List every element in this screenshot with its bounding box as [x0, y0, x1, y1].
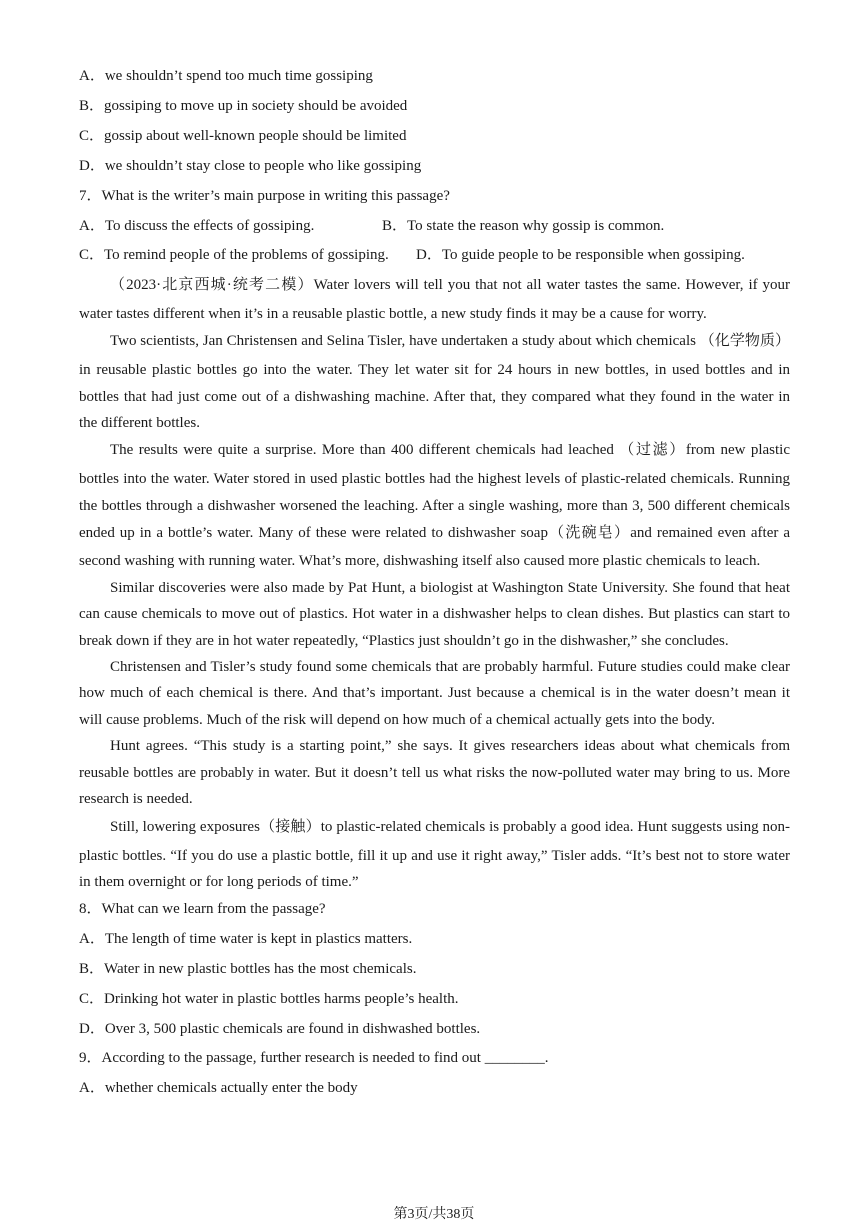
- passage-line: Still, lowering exposures（接触）to plastic-related chemicals is probably a good idea. Hunt suggests using non-: [110, 819, 790, 835]
- passage-line: The results were quite a surprise. More than 400 different chemicals had leached （过滤）from new plastic: [110, 442, 790, 458]
- passage-line: Hunt agrees. “This study is a starting point,” she says. It gives researchers ideas about what chemicals from: [110, 738, 790, 754]
- passage-line: in them overnight or for long periods of time.”: [79, 874, 359, 890]
- question-8-option-d: D．Over 3, 500 plastic chemicals are found in dishwashed bottles.: [79, 1021, 481, 1037]
- option-d: D．we shouldn’t stay close to people who like gossiping: [79, 158, 422, 174]
- question-7-option-b: B．To state the reason why gossip is common.: [382, 218, 665, 234]
- passage-line: ended up in a bottle’s water. Many of these were related to dishwasher soap（洗碗皂）and remained even after a: [79, 525, 790, 541]
- passage-line: research is needed.: [79, 791, 193, 807]
- question-7-option-d: D．To guide people to be responsible when gossiping.: [416, 247, 745, 263]
- option-a: A．we shouldn’t spend too much time gossiping: [79, 68, 373, 84]
- question-7-option-a: A．To discuss the effects of gossiping.: [79, 218, 315, 234]
- passage-line: the different bottles.: [79, 415, 200, 431]
- passage-line: will cause problems. Much of the risk will depend on how much of a chemical actually gets into the body.: [79, 712, 715, 728]
- passage-text: Water lovers will tell you that not all water tastes the same. However, if your: [313, 277, 790, 293]
- question-9-option-a: A．whether chemicals actually enter the body: [79, 1080, 358, 1096]
- question-9-stem: 9．According to the passage, further research is needed to find out ________.: [79, 1050, 549, 1066]
- question-7-stem: 7．What is the writer’s main purpose in writing this passage?: [79, 188, 450, 204]
- passage-line: second washing with running water. What’s more, dishwashing itself also caused more plastic chemicals to leach.: [79, 553, 761, 569]
- question-8-stem: 8．What can we learn from the passage?: [79, 901, 326, 917]
- passage-line: plastic bottles. “If you do use a plastic bottle, fill it up and use it right away,” Tisler adds. “It’s best not to store water: [79, 848, 790, 864]
- passage-line: reusable bottles are probably in water. But it doesn’t tell us what risks the now-polluted water may bring to us. More: [79, 765, 790, 781]
- page-number: 第3页/共38页: [393, 1207, 475, 1222]
- passage-line: water tastes different when it’s in a reusable plastic bottle, a new study finds it may be a cause for worry.: [79, 306, 707, 322]
- question-8-option-a: A．The length of time water is kept in plastics matters.: [79, 931, 413, 947]
- passage-line: Christensen and Tisler’s study found some chemicals that are probably harmful. Future studies could make clear: [110, 659, 790, 675]
- passage-line: how much of each chemical is there. And that’s important. Just because a chemical is in the water doesn’t mean it: [79, 685, 790, 701]
- passage-line: in reusable plastic bottles go into the water. They let water sit for 24 hours in new bottles, in used bottles and in: [79, 362, 790, 378]
- passage-line: Two scientists, Jan Christensen and Selina Tisler, have undertaken a study about which chemicals （化学物质）: [110, 333, 790, 349]
- question-8-option-b: B．Water in new plastic bottles has the most chemicals.: [79, 961, 417, 977]
- passage-line: Similar discoveries were also made by Pat Hunt, a biologist at Washington State University. She found that heat: [110, 580, 790, 596]
- source-tag: （2023·北京西城·统考二模）: [110, 277, 314, 293]
- passage-line: bottles that had just come out of a dishwashing machine. After that, they compared what they found in the water in: [79, 389, 790, 405]
- option-b: B．gossiping to move up in society should be avoided: [79, 98, 408, 114]
- question-8-option-c: C．Drinking hot water in plastic bottles harms people’s health.: [79, 991, 459, 1007]
- question-7-option-c: C．To remind people of the problems of gossiping.: [79, 247, 389, 263]
- passage-line: bottles into the water. Water stored in used plastic bottles had the highest levels of plastic-related chemicals. Running: [79, 471, 790, 487]
- passage-line: break down if they are in hot water repeatedly, “Plastics just shouldn’t go in the dishwasher,” she concludes.: [79, 633, 729, 649]
- passage-line: can cause chemicals to move out of plastics. Hot water in a dishwasher helps to clean dishes. But plastics can start to: [79, 606, 790, 622]
- option-c: C．gossip about well-known people should be limited: [79, 128, 407, 144]
- passage-line: [110, 275, 790, 295]
- passage-line: the bottles through a dishwasher worsened the leaching. After a single washing, more than 3, 500 different chemicals: [79, 498, 790, 514]
